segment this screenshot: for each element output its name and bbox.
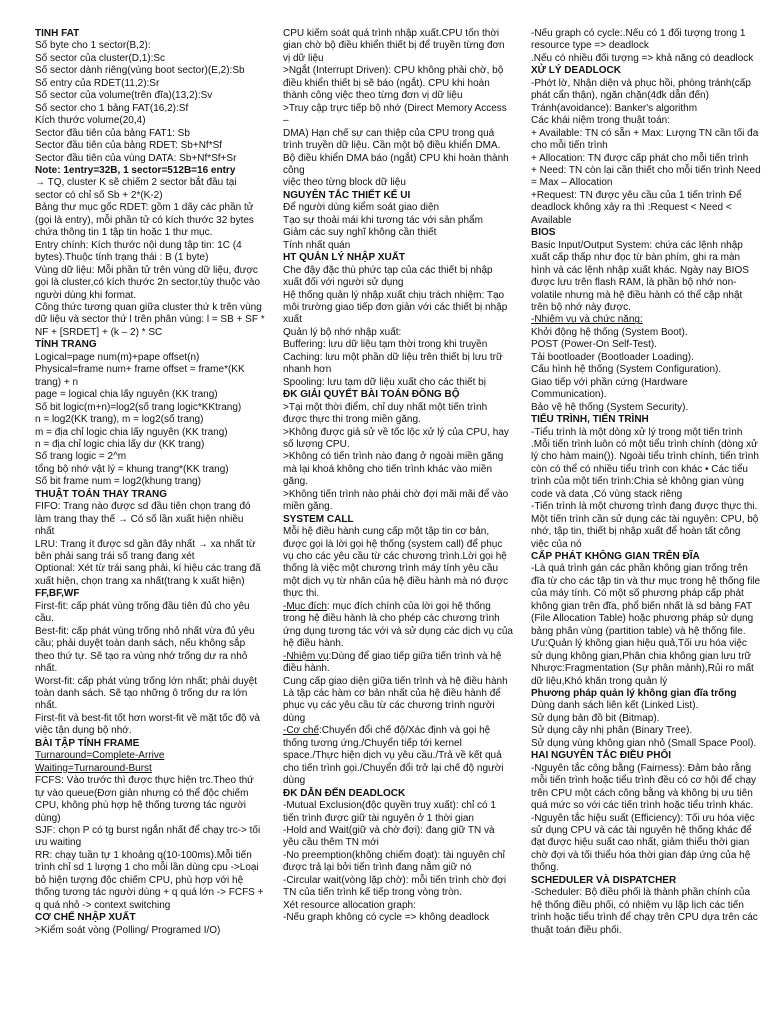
- text-line: .Nếu có nhiều đối tượng => khả năng có deadlock: [531, 52, 754, 64]
- text-line: → TQ, cluster K sẽ chiếm 2 sector bắt đầu tại sector có chỉ số Sb + 2*(K-2): [35, 177, 237, 201]
- text-line: -Nhiệm vụ:Dùng để giao tiếp giữa tiến trình và hệ điều hành.: [283, 650, 502, 675]
- text-line: >Không được giả sử về tốc lộc xử lý của CPU, hay số lượng CPU.: [283, 426, 509, 450]
- text-line: >Ngắt (Interrupt Driven): CPU không phải chờ, bộ điều khiển thiết bị sẽ báo (ngắt). CPU khi hoàn thành công việc theo từng đơn vị dữ liệu: [283, 65, 504, 102]
- text-line: Tải bootloader (Bootloader Loading).: [531, 351, 694, 363]
- section-heading: SCHEDULER VÀ DISPATCHER: [531, 874, 677, 886]
- text-line: n = log2(KK trang), m = log2(số trang): [35, 414, 204, 426]
- text-line: Tạo sự thoải mái khi tương tác với sản phẩm: [283, 214, 483, 226]
- text-line: Là tập các hàm cơ bản nhất của hệ điều hành để phục vụ các yêu cầu từ các chương trình người dùng: [283, 688, 501, 724]
- text-line: m = địa chỉ logic chia lấy nguyên (KK trang): [35, 426, 228, 438]
- text-line: Sector đầu tiên của bảng FAT1: Sb: [35, 127, 190, 139]
- section-heading: XỬ LÝ DEADLOCK: [531, 65, 621, 77]
- section-heading: ĐK GIẢI QUYẾT BÀI TOÁN ĐỒNG BỘ: [283, 389, 460, 401]
- text-line: Dùng danh sách liên kết (Linked List).: [531, 700, 699, 712]
- column-3: [531, 28, 761, 1018]
- section-heading: TIẾU TRÌNH, TIẾN TRÌNH: [531, 414, 649, 426]
- text-line: First-fit và best-fit tốt hơn worst-fit về mặt tốc độ và việc tận dụng bộ nhớ.: [35, 712, 260, 737]
- section-heading: BIOS: [531, 227, 556, 239]
- text-line: Sử dụng bản đồ bit (Bitmap).: [531, 712, 660, 724]
- section-heading: HT QUẢN LÝ NHẬP XUẤT: [283, 252, 406, 264]
- text-line: Số sector cho 1 bảng FAT(16,2):Sf: [35, 102, 189, 114]
- section-heading: FF,BF,WF: [35, 588, 80, 600]
- text-line: Quản lý bộ nhớ nhập xuất:: [283, 326, 402, 338]
- text-line: -Tiểu trình là một dòng xử lý trong một tiến trình .Mỗi tiến trình luôn có một tiểu trình chính (dòng xử lý cho hàm main()). Ngoài tiểu trình chính, tiến trình còn có thể có nhiều tiểu trình con khác • Các tiểu trình của một tiến trình:Chia sẻ không gian vùng code và data ,Có vùng stack riêng: [531, 426, 759, 500]
- text-line: Spooling: lưu tạm dữ liệu xuất cho các thiết bị: [283, 376, 486, 388]
- section-heading: CẤP PHÁT KHÔNG GIAN TRÊN ĐĨA: [531, 551, 700, 563]
- section-heading: Phương pháp quản lý không gian đĩa trống: [531, 688, 737, 700]
- text-line: + Need: TN còn lại cần thiết cho mỗi tiến trình Need = Max – Allocation: [531, 164, 761, 189]
- text-line: -Nguyên tắc hiệu suất (Efficiency): Tối ưu hóa việc sử dụng CPU và các tài nguyên hệ thống khác để đạt được hiệu suất cao nhất, giảm thiểu thời gian chờ đợi và tối thiểu hóa thời gian đáp ứng của hệ thống.: [531, 812, 755, 874]
- text-line: Sử dụng vùng không gian nhỏ (Small Space Pool).: [531, 737, 757, 749]
- text-line: + Allocation: TN được cấp phát cho mỗi tiến trình: [531, 152, 749, 164]
- column-2: [283, 28, 513, 1018]
- text-line: Sector đầu tiên của vùng DATA: Sb+Nf*Sf+Sr: [35, 152, 237, 164]
- text-line: POST (Power-On Self-Test).: [531, 339, 657, 351]
- text-line: Hệ thống quản lý nhập xuất chịu trách nhiệm: Tạo môi trường giao tiếp đơn giản với các thiết bị nhập xuất: [283, 289, 508, 326]
- text-line: Ưu:Quản lý không gian hiệu quả,Tối ưu hóa việc sử dụng không gian,Phân chia không gian lưu trữ: [531, 638, 752, 662]
- text-line: Che đậy đặc thù phức tạp của các thiết bị nhập xuất đối với người sử dụng: [283, 264, 493, 289]
- text-line: >Truy cập trực tiếp bộ nhớ (Direct Memory Access –: [283, 102, 507, 127]
- section-heading: Note: 1entry=32B, 1 sector=512B=16 entry: [35, 164, 236, 176]
- text-line: Số sector của cluster(D,1):Sc: [35, 52, 166, 64]
- text-line: Tính nhất quán: [283, 239, 351, 251]
- section-heading: SYSTEM CALL: [283, 513, 354, 525]
- text-line: việc theo từng block dữ liệu: [283, 177, 406, 189]
- text-line: -Mục đích: mục đích chính của lời gọi hệ thống trong hệ điều hành là cho phép các chương trình ứng dụng tương tác với và sử dụng các dịch vụ của hệ điều hành.: [283, 600, 513, 650]
- text-line: >Không có tiến trình nào đang ở ngoài miền găng mà lại khoá không cho tiến trình khác vào miền găng.: [283, 451, 504, 488]
- text-line: Giao tiếp với phần cứng (Hardware Communication).: [531, 376, 688, 401]
- text-line: page = logical chia lấy nguyên (KK trang): [35, 389, 218, 401]
- text-line: -Nguyên tắc công bằng (Fairness): Đảm bảo rằng mỗi tiến trình hoặc tiểu trình đều có cơ hội để chạy trên CPU một cách công bằng và không bị ưu tiên quá mức so với các tiến trình hoặc tiểu trình khác.: [531, 762, 757, 812]
- text-line: -No preemption(không chiếm đoạt): tài nguyên chỉ được trả lại bởi tiến trình đang nắm giữ nó: [283, 849, 505, 874]
- section-heading: TÍNH FAT: [35, 28, 80, 39]
- text-line: Worst-fit: cấp phát vùng trống lớn nhất; phải duyệt toàn danh sách. Sẽ tạo những ô trống dư ra lớn nhất.: [35, 675, 258, 712]
- text-line: Best-fit: cấp phát vùng trống nhỏ nhất vừa đủ yêu cầu; phải duyệt toàn danh sách, nếu không sắp theo thứ tự. Sẽ tạo ra vùng nhớ trống dư ra nhỏ nhất.: [35, 625, 255, 675]
- text-line: Số sector dành riêng(vùng boot sector)(E,2):Sb: [35, 65, 245, 77]
- text-line: -Circular wait(vòng lặp chờ): mỗi tiến trình chờ đợi TN của tiến trình kế tiếp trong vòng tròn.: [283, 874, 507, 899]
- section-heading: BÀI TẬP TÍNH FRAME: [35, 737, 140, 749]
- text-line: Buffering: lưu dữ liệu tạm thời trong khi truyền: [283, 339, 488, 351]
- text-line: Kích thước volume(20,4): [35, 115, 146, 127]
- text-line: RR: chạy tuần tự 1 khoảng q(10-100ms).Mỗi tiến trình chỉ sd 1 lượng 1 cho mỗi lần dùng cpu ->Loại bỏ hiện tượng độc chiếm CPU, phù hợp với hệ thống tương tác người dùng + q quá lớn -> FCFS + q quá nhỏ -> context switching: [35, 849, 264, 911]
- text-line: -Cơ chế:Chuyển đổi chế độ/Xác định và gọi hệ thống tương ứng./Chuyển tiếp tới kernel space./Thực hiện dịch vụ yêu cầu./Trả về kết quả cho tiến trình gọi./Chuyển đổi trở lại chế độ người dùng: [283, 725, 504, 787]
- text-line: >Tại một thời điểm, chỉ duy nhất một tiến trình được thực thi trong miền găng.: [283, 401, 488, 426]
- section-heading: THUẬT TOÁN THAY TRANG: [35, 488, 168, 500]
- text-line: -Nhiệm vụ và chức năng:: [531, 314, 643, 326]
- text-line: Số bit frame num = log2(khung trang): [35, 476, 201, 488]
- section-heading: CƠ CHẾ NHẬP XUẤT: [35, 912, 136, 924]
- text-line: Giảm các suy nghĩ không cần thiết: [283, 227, 437, 239]
- text-line: Optional: Xét từ trái sang phải, kí hiệu các trang đã xuất hiện, chọn trang xa nhất(trang k xuất hiện): [35, 563, 261, 587]
- text-line: Các khái niệm trong thuật toán:: [531, 115, 670, 127]
- text-line: CPU kiểm soát quá trình nhập xuất.CPU tốn thời gian chờ bộ điều khiển thiết bị để truyền từng đơn vị dữ liệu: [283, 28, 505, 64]
- section-heading: TÍNH TRANG: [35, 339, 97, 351]
- text-line: Entry chính: Kích thước nội dung tập tin: 1C (4 bytes).Thuộc tính trạng thái : B (1 byte): [35, 239, 242, 264]
- text-line: -Scheduler: Bộ điều phối là thành phần chính của hệ thống điều phối, có nhiệm vụ lập lịch các tiến trình hoặc tiểu trình để chạy trên CPU dựa trên các thuật toán điều phối.: [531, 887, 758, 936]
- section-heading: NGUYÊN TẮC THIẾT KẾ UI: [283, 189, 411, 201]
- text-line: Sử dụng cây nhị phân (Binary Tree).: [531, 725, 693, 737]
- section-heading: ĐK DẪN ĐẾN DEADLOCK: [283, 787, 406, 799]
- text-line: Để người dùng kiểm soát giao diện: [283, 202, 440, 214]
- text-line: Số trang logic = 2^m: [35, 451, 127, 463]
- text-line: DMA) Hạn chế sự can thiệp của CPU trong quá trình truyền dữ liệu. Cần một bộ điều khiển DMA. Bộ điều khiển DMA báo (ngắt) CPU khi hoàn thành công: [283, 127, 509, 176]
- column-1: [35, 28, 265, 1018]
- text-line: Waiting=Turnaround-Burst: [35, 762, 152, 774]
- text-line: Số byte cho 1 sector(B,2):: [35, 40, 151, 52]
- text-line: Bảo vệ hệ thống (System Security).: [531, 401, 689, 413]
- text-line: FIFO: Trang nào được sd đầu tiên chọn trang đó làm trang thay thế → Có số lần xuất hiện nhiều nhất: [35, 501, 251, 538]
- text-line: First-fit: cấp phát vùng trống đầu tiên đủ cho yêu cầu.: [35, 600, 250, 625]
- text-line: -Nếu graph không có cycle => không deadlock: [283, 912, 490, 924]
- text-line: Công thức tương quan giữa cluster thứ k trên vùng dữ liệu và sector thứ l trên phân vùng: l = SB + SF * NF + [SRDET] + (k – 2) * SC: [35, 301, 265, 338]
- text-line: +Request: TN được yêu cầu của 1 tiến trình Để deadlock không xảy ra thì :Request < Need < Available: [531, 189, 742, 226]
- text-line: Vùng dữ liệu: Mỗi phần tử trên vùng dữ liệu, được gọi là cluster,có kích thước 2n sector,tùy thuộc vào người dùng khi format.: [35, 264, 261, 301]
- text-line: Logical=page num(m)+pape offset(n): [35, 351, 200, 363]
- text-line: Cấu hình hệ thống (System Configuration).: [531, 364, 722, 376]
- text-line: LRU: Trang ít được sd gần đây nhất → xa nhất từ bên phải sang trái số trang đang xét: [35, 538, 256, 563]
- text-line: -Tiến trình là một chương trình đang được thực thi. Một tiến trình cần sử dụng các tài nguyên: CPU, bộ nhớ, tập tin, thiết bị nhập xuất để hoàn tất công việc của nó: [531, 501, 759, 550]
- text-line: -Mutual Exclusion(độc quyền truy xuất): chỉ có 1 tiến trình được giữ tài nguyên ở 1 thời gian: [283, 800, 496, 824]
- section-heading: HAI NGUYÊN TẮC ĐIỀU PHỐI: [531, 750, 672, 762]
- text-line: Caching: lưu một phần dữ liệu trên thiết bị lưu trữ nhanh hơn: [283, 351, 503, 376]
- text-line: FCFS: Vào trước thì được thực hiện trc.Theo thứ tự vào queue(Đơn giản nhưng có thể độc chiếm CPU, không phù hợp hệ thống tương tác người dùng): [35, 775, 254, 824]
- text-line: + Available: TN có sẵn + Max: Lượng TN cần tối đa cho mỗi tiến trình: [531, 127, 759, 152]
- text-line: Số sector của volume(trên đĩa)(13,2):Sv: [35, 90, 213, 102]
- text-line: SJF: chọn P có tg burst ngắn nhất để chạy trc-> tối ưu waiting: [35, 825, 261, 849]
- text-line: Nhược:Fragmentation (Sự phân mảnh),Rủi ro mất dữ liệu,Khó khăn trong quản lý: [531, 663, 754, 687]
- text-line: n = địa chỉ logic chia lấy dư (KK trang): [35, 438, 205, 450]
- text-line: Mỗi hệ điều hành cung cấp một tập tin cơ bản, được gọi là lời gọi hệ thống (system call) để phục vụ cho các yêu cầu từ các chương trình.Lời gọi hệ thống là việc một chương trình máy tính yêu cầu một dịch vụ từ nhân của hệ điều hành mà nó được thực thi.: [283, 526, 509, 600]
- text-line: >Không tiến trình nào phải chờ đợi mãi mãi để vào miền găng.: [283, 488, 509, 513]
- text-line: -Hold and Wait(giữ và chờ đợi): đang giữ TN và yêu cầu thêm TN mới: [283, 825, 495, 849]
- text-line: Xét resource allocation graph:: [283, 899, 416, 911]
- text-line: -Phớt lờ, Nhận diện và phục hồi, phòng tránh(cấp phát cẩn thận), ngăn chặn(4đk dẫn đến) Tránh(avoidance): Banker's algorithm: [531, 77, 751, 114]
- text-line: Turnaround=Complete-Arrive: [35, 750, 165, 762]
- text-line: Sector đầu tiên của bảng RDET: Sb+Nf*Sf: [35, 140, 223, 152]
- text-line: Số entry của RDET(11,2):Sr: [35, 77, 160, 89]
- text-line: Bảng thư mục gốc RDET: gồm 1 dãy các phần tử (gọi là entry), mỗi phần tử có kích thước 32 bytes chứa thông tin 1 tập tin hoặc 1 thư mục.: [35, 202, 254, 239]
- text-line: Cung cấp giao diện giữa tiến trình và hệ điều hành: [283, 675, 508, 687]
- text-line: -Nếu graph có cycle:.Nếu có 1 đối tượng trong 1 resource type => deadlock: [531, 28, 746, 52]
- text-line: >Kiểm soát vòng (Polling/ Programed I/O): [35, 924, 221, 936]
- text-line: Physical=frame num+ frame offset = frame*(KK trang) + n: [35, 364, 245, 388]
- text-line: tổng bộ nhớ vật lý = khung trang*(KK trang): [35, 463, 229, 475]
- text-line: -Là quá trình gán các phần không gian trống trên đĩa từ cho các tập tin và thư mục trong hệ thống file của máy tính. Có một số phương pháp cấp phát không gian trên đĩa, phổ biến nhất là sd bảng FAT (File Allocation Table) hoặc phương pháp sử dụng bảng phân vùng (partition table) và hệ thống file.: [531, 563, 761, 637]
- text-line: Khởi động hệ thống (System Boot).: [531, 326, 688, 338]
- text-line: Số bit logic(m+n)=log2(số trang logic*KKtrang): [35, 401, 242, 413]
- text-line: Basic Input/Output System: chứa các lệnh nhập xuất cấp thấp như đọc từ bàn phím, ghi ra màn hình và các lệnh nhập xuất khác. Ngày nay BIOS được lưu trên flash RAM, là phần bộ nhớ non-volatile nhưng mà hệ điều hành có thể cập nhật trên bộ nhớ này được.: [531, 239, 749, 313]
